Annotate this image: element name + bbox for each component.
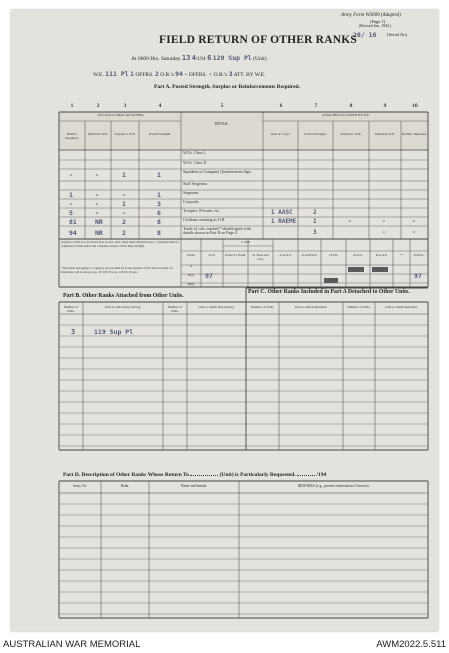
- row-cell: -: [95, 208, 99, 217]
- stamp-mark: [348, 267, 364, 272]
- part-d-header: REMARKS (e.g., present whereabouts if known).: [297, 484, 370, 488]
- part-c-header: Unit to which detached.: [294, 305, 328, 309]
- row-cell: 5: [69, 208, 73, 217]
- part-a-title: Part A. Posted Strength, Surplus or Reinforcements Required.: [154, 84, 300, 90]
- analysis-cell: 97: [414, 272, 422, 280]
- row-cell: 1 AASC: [271, 208, 293, 216]
- row-cell: -: [95, 171, 99, 179]
- row-cell: -: [412, 217, 416, 225]
- analysis-header: CIVIL: [329, 253, 338, 257]
- offrs-value: 2: [154, 70, 159, 78]
- row-cell: 94: [69, 228, 77, 237]
- row-cell: 1: [157, 171, 161, 179]
- part-b-entry-unit: 119 Sup Pl: [94, 328, 134, 336]
- column-number: 3: [123, 103, 127, 109]
- plus-offrs-label: + OFFRS.: [184, 72, 207, 78]
- plus-offrs-value: -: [208, 70, 213, 78]
- row-cell: 1 RAEME: [271, 217, 297, 225]
- part-d-header: Name and Initials.: [180, 484, 208, 488]
- row-detail: Sergeants: [183, 190, 199, 195]
- att-label: ATT. BY W.E.: [233, 72, 266, 78]
- part-d-title-date: /194: [316, 472, 327, 478]
- right-header: Reinfts. Required.: [402, 132, 427, 136]
- row-detail: W.Os. Class I.: [183, 150, 206, 155]
- right-header: Posted Strength.: [304, 132, 327, 136]
- row-detail: Civilians counting as O.R.: [183, 217, 226, 222]
- form-sheet: [11, 10, 438, 631]
- row-cell: 2: [122, 217, 126, 226]
- analysis-row-label: A: [189, 264, 193, 268]
- part-b-header: Number of O.Rs.: [167, 305, 183, 313]
- column-number: 5: [220, 103, 224, 109]
- row-cell: -: [348, 217, 352, 225]
- right-header: Arm of Corps.: [270, 132, 291, 136]
- analysis-header: Under 21 Youth.: [224, 253, 247, 257]
- part-a-table: [11, 10, 438, 631]
- analysis-note-2: * Personnel belonging to a category not provided for in the analysis will be shown in this col. Particulars will be shown, e.g., 20 W.E. Forces, 14 W.E. Forces.: [61, 266, 174, 274]
- part-d-title-mid: (Unit) is Particularly Requested.: [219, 472, 296, 478]
- or-label: O.R.'s: [160, 72, 174, 78]
- group-left-header: W.E. EXCLUDING ATTACHED.: [97, 113, 145, 117]
- group-right-header: ATTACHED ALLOWED BY W.E.: [322, 113, 370, 117]
- column-number: 9: [383, 103, 387, 109]
- row-cell: 1: [69, 190, 73, 199]
- row-cell: -: [382, 228, 386, 236]
- part-b-entry-number: 3: [71, 328, 76, 336]
- part-b-title: Part B. Other Ranks Attached from Other Units.: [63, 293, 184, 299]
- stamp-mark: [324, 278, 338, 283]
- part-c-header: Number of O.Rs.: [250, 305, 275, 309]
- we-value: 111 Pl: [105, 70, 129, 78]
- date-year: 6: [207, 54, 212, 62]
- date-month: 4: [191, 54, 196, 62]
- time-prefix: At 0600 Hrs. Saturday: [131, 56, 181, 62]
- or2-label: O.R.'s: [213, 72, 228, 78]
- analysis-row-label: B(ii): [187, 282, 195, 286]
- left-header: Surplus to W.E.: [114, 132, 136, 136]
- row-cell: 1: [122, 199, 126, 208]
- right-header: Deficient W.E.: [374, 132, 396, 136]
- date-year-prefix: /194: [195, 56, 206, 62]
- row-cell: 81: [69, 217, 77, 226]
- row-detail: Staff Sergeants: [183, 181, 208, 186]
- footer-left: AUSTRALIAN WAR MEMORIAL: [3, 639, 141, 650]
- part-d-header: Rank.: [120, 484, 130, 488]
- row-cell: NR: [95, 228, 103, 237]
- analysis-header: R.A.N.: [353, 253, 363, 257]
- unit-label: (Unit): [253, 56, 267, 62]
- part-c-header: Unit to which detached.: [385, 305, 418, 309]
- analysis-row-label: B(i): [188, 273, 194, 277]
- row-cell: 8: [157, 228, 161, 237]
- row-cell: -: [382, 217, 386, 225]
- part-d-title-text: Part D. Description of Other Ranks Whose Return To: [63, 472, 189, 478]
- or2-value: 3: [228, 70, 233, 78]
- analysis-header: A.W.A.S.: [279, 253, 292, 257]
- row-cell: 1: [122, 171, 126, 179]
- analysis-header: R.A.A.F.: [375, 253, 388, 257]
- form-title: FIELD RETURN OF OTHER RANKS: [159, 34, 357, 46]
- part-d-title: [63, 472, 326, 478]
- we-value2: 1: [130, 70, 134, 78]
- analysis-header: A.A.M.W.S.: [301, 253, 318, 257]
- row-cell: -: [69, 171, 73, 179]
- left-header: Posted Strength.: [148, 132, 172, 136]
- row-cell: -: [412, 228, 416, 236]
- part-b-header: Unit to which they belong.: [104, 305, 142, 309]
- part-b-header: Unit to which they belong.: [198, 305, 235, 309]
- row-cell: 2: [122, 228, 126, 237]
- analysis-header: TOTAL.: [413, 253, 425, 257]
- row-cell: 8: [157, 217, 161, 226]
- unit-value: 120 Sup Pl: [212, 54, 252, 62]
- row-cell: 2: [313, 208, 317, 216]
- analysis-cell: 97: [205, 272, 213, 280]
- analysis-header: Detail: [187, 253, 195, 257]
- stamp-mark: [372, 267, 388, 272]
- row-cell: -: [95, 199, 99, 208]
- column-number: 7: [314, 103, 318, 109]
- column-number: 6: [279, 103, 283, 109]
- we-label: W.E.: [93, 72, 104, 78]
- or-value: 94: [175, 70, 183, 78]
- left-header: Deficient W.E.: [87, 132, 109, 136]
- row-cell: -: [122, 190, 126, 199]
- right-header: Surplus to W.E.: [340, 132, 362, 136]
- row-cell: 1: [157, 190, 161, 199]
- form-number: Army Form W3009 (Adapted): [341, 13, 401, 18]
- row-detail: W.Os. Class II.: [183, 160, 208, 165]
- part-b-header: Number of O.Rs.: [63, 305, 79, 313]
- part-c-header: Number of O.Rs.: [347, 305, 371, 309]
- row-cell: 1: [313, 217, 317, 225]
- part-c-title: Part C. Other Ranks Included in Part A Detached to Other Units.: [248, 289, 410, 295]
- analysis-header: 21 Years and over.: [252, 253, 269, 261]
- column-number: 10: [412, 103, 418, 109]
- row-cell: -: [69, 199, 73, 208]
- column-number: 2: [96, 103, 100, 109]
- serial-label: (Serial No): [387, 32, 408, 37]
- form-revised: (Revised Jan., 1943.): [359, 24, 392, 28]
- part-d-header: Army No.: [72, 484, 88, 488]
- column-number: 4: [158, 103, 162, 109]
- row-cell: -: [122, 208, 126, 217]
- footer: [0, 638, 449, 653]
- row-detail: Totals of cols. marked * should agree with details shown in Part B on Page 2.: [183, 226, 251, 236]
- serial-value: 20/ 16: [353, 31, 377, 39]
- date-day: 13: [181, 54, 191, 62]
- row-cell: 3: [313, 228, 317, 236]
- row-cell: 6: [157, 208, 161, 217]
- row-cell: -: [95, 190, 99, 199]
- row-detail: Troopers, Privates, etc.: [183, 208, 220, 213]
- row-cell: NR: [95, 217, 103, 226]
- detail-header: DETAIL.: [214, 121, 230, 126]
- column-number: 1: [70, 103, 74, 109]
- row-detail: Squadron or Company Quartermaster Sgts.: [183, 169, 252, 174]
- left-header: Reinfts. Required.: [65, 132, 79, 140]
- analysis-header: * *: [399, 253, 404, 257]
- row-detail: Corporals: [183, 199, 199, 204]
- analysis-note: Analysis of Part A to be shown here by ALL units. Only units entitled in para. 1 of Instructions for completion of this return will complete analysis of Part B(i) and B(ii).: [61, 240, 179, 248]
- row-cell: 3: [157, 199, 161, 208]
- offrs-label: OFFRS.: [135, 72, 154, 78]
- analysis-header: A.I.F.: [208, 253, 216, 257]
- form-page: (Page 1): [370, 19, 386, 24]
- footer-right: AWM2022.5.511: [376, 639, 446, 650]
- cmf-label: C.M.F.: [241, 240, 251, 244]
- column-number: 8: [349, 103, 353, 109]
